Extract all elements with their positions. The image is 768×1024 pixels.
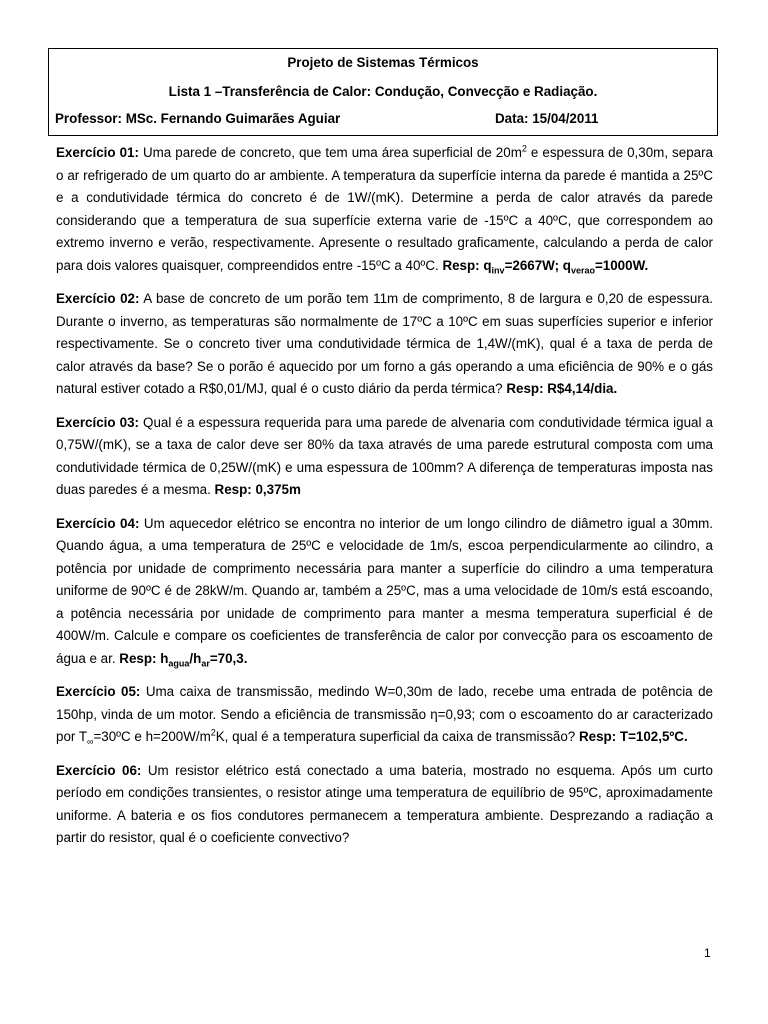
professor-name: Professor: MSc. Fernando Guimarães Aguiar bbox=[55, 111, 341, 126]
exercise-text: =30ºC e h=200W/m bbox=[93, 729, 211, 744]
answer-text: =1000W. bbox=[594, 257, 649, 273]
answer-text: Resp: q bbox=[442, 257, 492, 273]
exercise-label: Exercício 02: bbox=[56, 291, 140, 306]
exercise-answer bbox=[442, 257, 649, 276]
list-title: Lista 1 –Transferência de Calor: Condução, Convecção e Radiação. bbox=[168, 84, 598, 99]
exercise-03 bbox=[56, 412, 713, 502]
exercise-label: Exercício 05: bbox=[56, 684, 141, 699]
answer-subscript: ar bbox=[201, 658, 210, 669]
course-title: Projeto de Sistemas Térmicos bbox=[287, 55, 479, 70]
exercise-text: Uma caixa de transmissão, medindo W=0,30m de lado, recebe uma entrada de potência de 150hp, vinda de um motor. Sendo a eficiência de transmissão η=0,93; com o escoamento do ar caracterizado por T bbox=[56, 684, 713, 744]
exercise-label: Exercício 01: bbox=[56, 145, 139, 160]
exercise-05 bbox=[56, 681, 713, 749]
superscript: 2 bbox=[210, 727, 216, 738]
exercise-02 bbox=[56, 288, 713, 401]
answer-text: Resp: h bbox=[119, 650, 169, 666]
exercise-answer bbox=[119, 650, 248, 669]
answer-subscript: verao bbox=[570, 265, 595, 276]
exercise-answer: Resp: R$4,14/dia. bbox=[506, 381, 618, 396]
exercise-answer: Resp: 0,375m bbox=[214, 482, 301, 497]
subscript: ∞ bbox=[87, 736, 94, 747]
exercise-text: e espessura de 0,30m, separa o ar refrigerado de um quarto do ar ambiente. A temperatura da superfície interna da parede é mantida a 25ºC e a condutividade térmica do concreto é de 1W/(mK). Determine a perda de calor através da parede considerando que a temperatura de sua superfície externa varie de -15ºC a 40ºC, que correspondem ao extremo inverno e verão, respectivamente. Apresente o resultado graficamente, calculando a perda de calor para dois valores quaisquer, compreendidos entre -15ºC a 40ºC. bbox=[56, 145, 714, 273]
exercise-label: Exercício 06: bbox=[56, 762, 142, 778]
exercise-01 bbox=[56, 142, 713, 277]
answer-subscript: inv bbox=[491, 265, 505, 276]
document-date: Data: 15/04/2011 bbox=[495, 111, 599, 126]
exercise-06 bbox=[56, 760, 713, 850]
exercise-text: Qual é a espessura requerida para uma parede de alvenaria com condutividade térmica igual a 0,75W/(mK), se a taxa de calor deve ser 80% da taxa através de uma parede estrutural composta com uma condutividade térmica de 0,25W/(mK) e uma espessura de 100mm? A diferença de temperaturas imposta nas duas paredes é a mesma. bbox=[56, 414, 713, 497]
answer-text: /h bbox=[189, 650, 202, 666]
page-number: 1 bbox=[704, 946, 711, 960]
exercise-answer: Resp: T=102,5ºC. bbox=[578, 729, 688, 744]
answer-text: =70,3. bbox=[209, 650, 248, 666]
exercise-list bbox=[56, 142, 713, 861]
superscript: 2 bbox=[521, 143, 527, 154]
answer-subscript: agua bbox=[168, 658, 190, 669]
exercise-text: Um aquecedor elétrico se encontra no interior de um longo cilindro de diâmetro igual a 30mm. Quando água, a uma temperatura de 25ºC e velocidade de 1m/s, escoa perpendicularmente ao cilindro, a potência por unidade de comprimento necessária para manter a superfície do cilindro a uma temperatura uniforme de 90ºC é de 28kW/m. Quando ar, também a 25ºC, mas a uma velocidade de 10m/s está escoando, a potência necessária por unidade de comprimento para manter a mesma temperatura superficial é de 400W/m. Calcule e compare os coeficientes de transferência de calor por convecção para os escoamento de água e ar. bbox=[56, 515, 713, 666]
exercise-text: A base de concreto de um porão tem 11m de comprimento, 8 de largura e 0,20 de espessura. Durante o inverno, as temperaturas são normalmente de 17ºC a 10ºC em suas superfícies superior e inferior respectivamente. Se o concreto tiver uma condutividade térmica de 1,4W/(mK), qual é a taxa de perda de calor através da base? Se o porão é aquecido por um forno a gás operando a uma eficiência de 90% e o gás natural estiver cotado a R$0,01/MJ, qual é o custo diário da perda térmica? bbox=[56, 291, 713, 396]
answer-text: =2667W; q bbox=[504, 257, 571, 273]
exercise-label: Exercício 03: bbox=[56, 414, 139, 430]
exercise-text: Um resistor elétrico está conectado a uma bateria, mostrado no esquema. Após um curto período em condições transientes, o resistor atinge uma temperatura de equilíbrio de 95ºC, aproximadamente uniforme. A bateria e os fios condutores permanecem a temperatura ambiente. Desprezando a radiação a partir do resistor, qual é o coeficiente convectivo? bbox=[56, 762, 713, 845]
exercise-text: Uma parede de concreto, que tem uma área superficial de 20m bbox=[138, 145, 522, 160]
exercise-04 bbox=[56, 513, 713, 671]
exercise-text: K, qual é a temperatura superficial da caixa de transmissão? bbox=[215, 729, 579, 744]
exercise-label: Exercício 04: bbox=[56, 515, 140, 531]
header-box bbox=[48, 48, 718, 136]
